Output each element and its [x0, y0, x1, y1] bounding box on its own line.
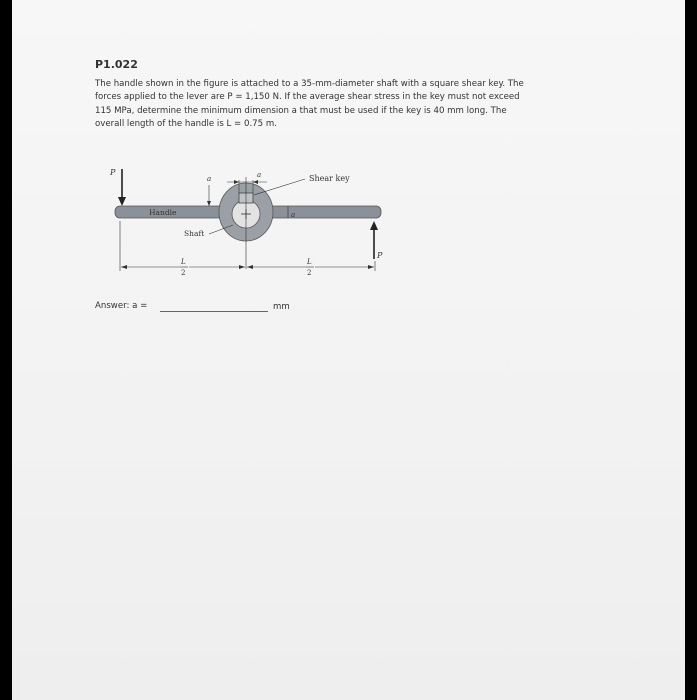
shaft-label: Shaft — [184, 229, 205, 238]
half-length-label-left-den: 2 — [181, 269, 186, 277]
shear-key-leader — [254, 179, 305, 195]
problem-line: The handle shown in the figure is attached to a 35-mm-diameter shaft with a square shear key. The — [95, 79, 524, 89]
answer-label: Answer: a = — [95, 301, 148, 311]
dim-arrowhead — [368, 265, 374, 269]
handle-shaft-figure — [107, 163, 397, 283]
worksheet-page — [12, 0, 685, 700]
shear-key-label: Shear key — [309, 174, 350, 183]
key-width-label-left: a — [207, 175, 212, 183]
answer-unit: mm — [273, 302, 290, 312]
half-length-label-left-num: L — [181, 258, 186, 266]
problem-line: forces applied to the lever are P = 1,150 N. If the average shear stress in the key must not exceed — [95, 92, 520, 103]
problem-statement — [95, 78, 615, 132]
force-arrowhead-right — [370, 221, 378, 230]
side-dimension-label: a — [291, 211, 296, 219]
handle-label: Handle — [149, 208, 177, 217]
half-length-label-right-den: 2 — [307, 269, 312, 277]
problem-title: P1.022 — [95, 58, 138, 71]
dim-arrowhead — [234, 180, 239, 184]
force-arrowhead-left — [118, 197, 126, 206]
key-width-label-right: a — [257, 171, 262, 179]
dim-arrowhead — [247, 265, 253, 269]
force-label-right: P — [377, 251, 383, 260]
problem-line: overall length of the handle is L = 0.75 m. — [95, 119, 277, 130]
force-label-left: P — [110, 168, 116, 177]
dim-arrowhead — [207, 201, 211, 206]
half-length-label-right-num: L — [307, 258, 312, 266]
dim-arrowhead — [239, 265, 245, 269]
problem-line: 115 MPa, determine the minimum dimension a that must be used if the key is 40 mm long. The — [95, 105, 507, 116]
answer-input-line[interactable] — [160, 311, 268, 312]
dim-arrowhead — [121, 265, 127, 269]
dim-arrowhead — [253, 180, 258, 184]
